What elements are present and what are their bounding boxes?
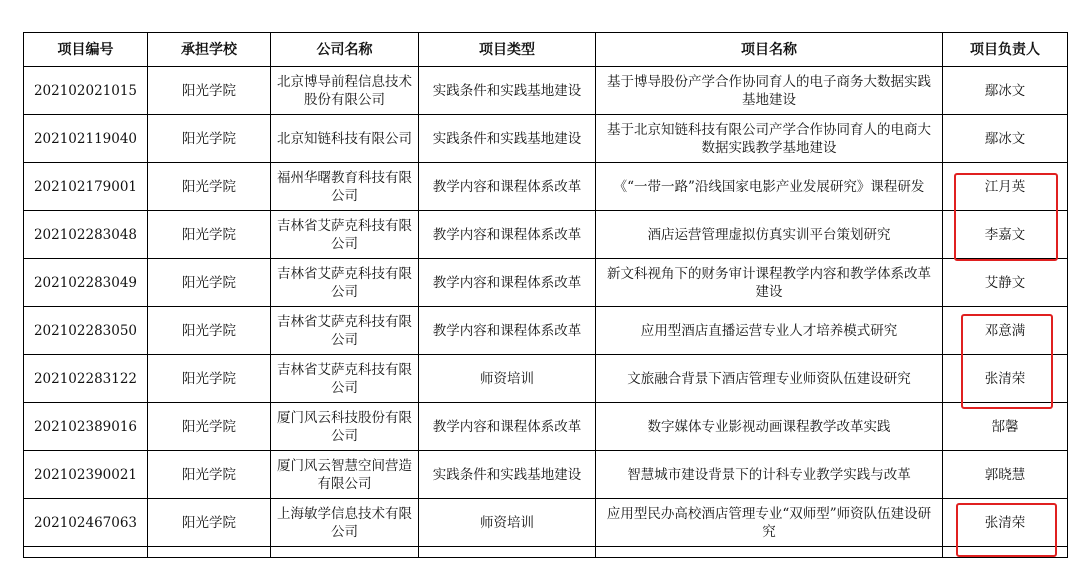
header-project-name: 项目名称 bbox=[596, 33, 943, 67]
cell-project-name: 新文科视角下的财务审计课程教学内容和教学体系改革建设 bbox=[596, 259, 943, 307]
cell-project-type: 师资培训 bbox=[419, 355, 596, 403]
cell-school: 阳光学院 bbox=[148, 259, 271, 307]
cell-project-name: 基于博导股份产学合作协同育人的电子商务大数据实践基地建设 bbox=[596, 67, 943, 115]
cell-project-type: 教学内容和课程体系改革 bbox=[419, 259, 596, 307]
table-row bbox=[24, 355, 1068, 403]
table-row bbox=[24, 451, 1068, 499]
cell-school: 阳光学院 bbox=[148, 499, 271, 547]
cell-school: 阳光学院 bbox=[148, 67, 271, 115]
cell-project-name: 文旅融合背景下酒店管理专业师资队伍建设研究 bbox=[596, 355, 943, 403]
cell-project-name: 应用型酒店直播运营专业人才培养模式研究 bbox=[596, 307, 943, 355]
cell-project-name: 数字媒体专业影视动画课程教学改革实践 bbox=[596, 403, 943, 451]
cell-project-type: 教学内容和课程体系改革 bbox=[419, 163, 596, 211]
cell-empty bbox=[24, 547, 148, 558]
table-row-partial bbox=[24, 547, 1068, 558]
cell-project-id: 202102389016 bbox=[24, 403, 148, 451]
table-row bbox=[24, 211, 1068, 259]
header-project-type: 项目类型 bbox=[419, 33, 596, 67]
cell-leader: 张清荣 bbox=[943, 499, 1068, 547]
header-project-id: 项目编号 bbox=[24, 33, 148, 67]
header-company: 公司名称 bbox=[271, 33, 419, 67]
cell-leader: 艾静文 bbox=[943, 259, 1068, 307]
header-leader: 项目负责人 bbox=[943, 33, 1068, 67]
cell-leader: 鄢冰文 bbox=[943, 115, 1068, 163]
cell-empty bbox=[148, 547, 271, 558]
cell-project-name: 酒店运营管理虚拟仿真实训平台策划研究 bbox=[596, 211, 943, 259]
cell-leader: 郜馨 bbox=[943, 403, 1068, 451]
table-row bbox=[24, 259, 1068, 307]
cell-school: 阳光学院 bbox=[148, 211, 271, 259]
cell-leader: 郭晓慧 bbox=[943, 451, 1068, 499]
cell-company: 吉林省艾萨克科技有限公司 bbox=[271, 307, 419, 355]
cell-company: 北京博导前程信息技术股份有限公司 bbox=[271, 67, 419, 115]
cell-leader: 鄢冰文 bbox=[943, 67, 1068, 115]
header-school: 承担学校 bbox=[148, 33, 271, 67]
cell-project-name: 应用型民办高校酒店管理专业“双师型”师资队伍建设研究 bbox=[596, 499, 943, 547]
cell-project-name: 《“一带一路”沿线国家电影产业发展研究》课程研发 bbox=[596, 163, 943, 211]
cell-company: 福州华曙教育科技有限公司 bbox=[271, 163, 419, 211]
project-table bbox=[23, 32, 1068, 558]
table-row bbox=[24, 163, 1068, 211]
cell-leader: 邓意满 bbox=[943, 307, 1068, 355]
cell-school: 阳光学院 bbox=[148, 355, 271, 403]
cell-project-id: 202102119040 bbox=[24, 115, 148, 163]
cell-project-id: 202102467063 bbox=[24, 499, 148, 547]
cell-project-id: 202102021015 bbox=[24, 67, 148, 115]
cell-project-name: 智慧城市建设背景下的计科专业教学实践与改革 bbox=[596, 451, 943, 499]
cell-project-type: 实践条件和实践基地建设 bbox=[419, 451, 596, 499]
table-row bbox=[24, 499, 1068, 547]
cell-project-id: 202102283122 bbox=[24, 355, 148, 403]
cell-empty bbox=[943, 547, 1068, 558]
cell-project-type: 实践条件和实践基地建设 bbox=[419, 115, 596, 163]
table-row bbox=[24, 307, 1068, 355]
cell-company: 吉林省艾萨克科技有限公司 bbox=[271, 259, 419, 307]
table-row bbox=[24, 403, 1068, 451]
table-row bbox=[24, 67, 1068, 115]
cell-project-id: 202102390021 bbox=[24, 451, 148, 499]
cell-empty bbox=[419, 547, 596, 558]
cell-project-type: 教学内容和课程体系改革 bbox=[419, 211, 596, 259]
cell-project-id: 202102283048 bbox=[24, 211, 148, 259]
cell-project-type: 实践条件和实践基地建设 bbox=[419, 67, 596, 115]
cell-project-type: 师资培训 bbox=[419, 499, 596, 547]
cell-leader: 李嘉文 bbox=[943, 211, 1068, 259]
cell-project-type: 教学内容和课程体系改革 bbox=[419, 403, 596, 451]
cell-company: 吉林省艾萨克科技有限公司 bbox=[271, 211, 419, 259]
cell-project-name: 基于北京知链科技有限公司产学合作协同育人的电商大数据实践教学基地建设 bbox=[596, 115, 943, 163]
cell-empty bbox=[271, 547, 419, 558]
cell-company: 吉林省艾萨克科技有限公司 bbox=[271, 355, 419, 403]
header-row bbox=[24, 33, 1068, 67]
cell-school: 阳光学院 bbox=[148, 163, 271, 211]
cell-company: 北京知链科技有限公司 bbox=[271, 115, 419, 163]
cell-school: 阳光学院 bbox=[148, 451, 271, 499]
cell-project-type: 教学内容和课程体系改革 bbox=[419, 307, 596, 355]
cell-school: 阳光学院 bbox=[148, 307, 271, 355]
cell-project-id: 202102179001 bbox=[24, 163, 148, 211]
cell-project-id: 202102283049 bbox=[24, 259, 148, 307]
cell-leader: 张清荣 bbox=[943, 355, 1068, 403]
cell-company: 厦门风云科技股份有限公司 bbox=[271, 403, 419, 451]
cell-leader: 江月英 bbox=[943, 163, 1068, 211]
cell-school: 阳光学院 bbox=[148, 403, 271, 451]
cell-company: 上海敏学信息技术有限公司 bbox=[271, 499, 419, 547]
cell-company: 厦门风云智慧空间营造有限公司 bbox=[271, 451, 419, 499]
cell-school: 阳光学院 bbox=[148, 115, 271, 163]
cell-project-id: 202102283050 bbox=[24, 307, 148, 355]
cell-empty bbox=[596, 547, 943, 558]
table-row bbox=[24, 115, 1068, 163]
